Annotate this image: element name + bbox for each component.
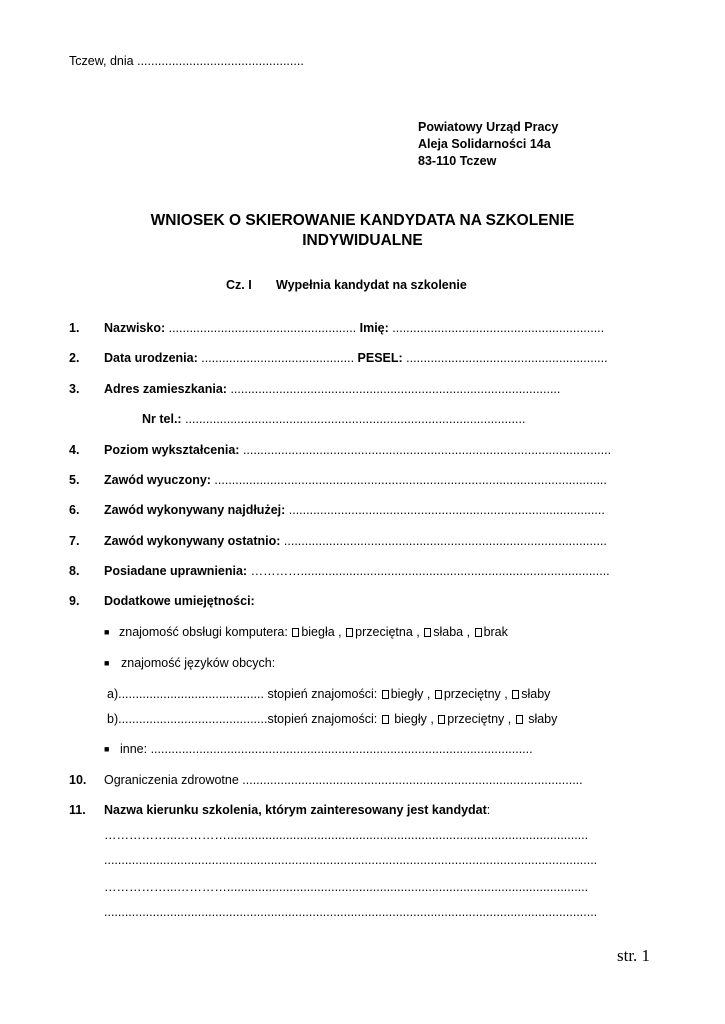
option-label: przeciętny , (447, 712, 512, 726)
languages-label: znajomość języków obcych: (121, 656, 276, 670)
name-dots: ............................................................. (388, 321, 605, 335)
checkbox-icon[interactable] (512, 690, 519, 699)
phone-field[interactable] (142, 412, 525, 426)
option-label: słaby (521, 687, 551, 701)
office-name: Powiatowy Urząd Pracy (418, 120, 559, 134)
course-line[interactable]: .............................................................................................................................................. (104, 853, 598, 867)
pesel-dots: .......................................................... (402, 351, 608, 365)
part-description: Wypełnia kandydat na szkolenie (276, 278, 467, 292)
place-date-line: Tczew, dnia ................................................ (69, 54, 304, 68)
surname-dots: ...................................................... (165, 321, 360, 335)
item-number: 5. (69, 473, 80, 487)
checkbox-icon[interactable] (435, 690, 442, 699)
phone-label: Nr tel.: (142, 412, 182, 426)
profession-field[interactable] (104, 473, 607, 487)
course-label-row (104, 803, 490, 817)
rights-label: Posiadane uprawnienia: (104, 564, 248, 578)
health-label: Ograniczenia zdrowotne (104, 773, 239, 787)
part-label: Cz. I (226, 278, 252, 292)
dob-dots: ............................................ (197, 351, 358, 365)
course-colon: : (486, 803, 491, 817)
option-label: słaba , (433, 625, 471, 639)
surname-label: Nazwisko: (104, 321, 166, 335)
profession-label: Zawód wyuczony: (104, 473, 211, 487)
language-a-prefix: a).......................................... stopień znajomości: (107, 687, 378, 701)
longest-job-dots: ........................................................................................... (285, 503, 605, 517)
item-number: 4. (69, 443, 80, 457)
checkbox-icon[interactable] (516, 715, 523, 724)
item-number: 11. (69, 803, 86, 817)
rights-field[interactable] (104, 564, 610, 578)
phone-dots: .................................................................................................. (181, 412, 526, 426)
course-label: Nazwa kierunku szkolenia, którym zainteresowany jest kandydat (104, 803, 487, 817)
health-dots: .................................................................................................. (238, 773, 583, 787)
page-number: str. 1 (617, 946, 651, 965)
form-title: WNIOSEK O SKIEROWANIE KANDYDATA NA SZKOLENIE (150, 212, 575, 229)
option-label: biegła , (301, 625, 342, 639)
office-city: 83-110 Tczew (418, 154, 497, 168)
checkbox-icon[interactable] (438, 715, 445, 724)
education-dots: .......................................................................................................... (239, 443, 612, 457)
item-number: 3. (69, 382, 80, 396)
option-label: biegły , (394, 712, 434, 726)
address-field[interactable] (104, 382, 560, 396)
item-number: 8. (69, 564, 80, 578)
option-label: słaby (528, 712, 558, 726)
surname-field[interactable] (104, 321, 604, 335)
dob-field[interactable] (104, 351, 608, 365)
office-street: Aleja Solidarności 14a (418, 137, 551, 151)
name-label: Imię: (359, 321, 389, 335)
form-title-line2: INDYWIDUALNE (302, 232, 423, 249)
item-number: 10. (69, 773, 87, 787)
dob-label: Data urodzenia: (104, 351, 198, 365)
education-label: Poziom wykształcenia: (104, 443, 240, 457)
bullet-icon: ■ (104, 658, 110, 668)
item-number: 6. (69, 503, 80, 517)
computer-skills-label: znajomość obsługi komputera: (119, 625, 288, 639)
course-line[interactable]: ……………...…………........................................................................................................ (104, 828, 589, 842)
checkbox-icon[interactable] (424, 628, 431, 637)
other-skills-field[interactable]: inne: .............................................................................................................. (120, 742, 533, 756)
health-field[interactable] (104, 773, 583, 787)
language-b-prefix: b)...........................................stopień znajomości: (107, 712, 378, 726)
checkbox-icon[interactable] (475, 628, 482, 637)
course-line[interactable]: ……………...…………........................................................................................................ (104, 880, 589, 894)
item-number: 1. (69, 321, 80, 335)
item-number: 9. (69, 594, 80, 608)
language-b-row[interactable] (107, 712, 557, 726)
rights-dots: …………......................................................................................... (247, 564, 610, 578)
option-label: brak (483, 625, 508, 639)
last-job-field[interactable] (104, 534, 607, 548)
computer-skills-row (119, 625, 508, 639)
checkbox-icon[interactable] (292, 628, 299, 637)
address-label: Adres zamieszkania: (104, 382, 227, 396)
profession-dots: ................................................................................................................. (210, 473, 607, 487)
longest-job-field[interactable] (104, 503, 605, 517)
checkbox-icon[interactable] (346, 628, 353, 637)
option-label: biegły , (390, 687, 431, 701)
item-number: 2. (69, 351, 80, 365)
option-label: przeciętna , (355, 625, 420, 639)
pesel-label: PESEL: (357, 351, 403, 365)
address-dots: ............................................................................................... (226, 382, 561, 396)
last-job-label: Zawód wykonywany ostatnio: (104, 534, 281, 548)
skills-label: Dodatkowe umiejętności: (104, 594, 255, 608)
bullet-icon: ■ (104, 627, 110, 637)
option-label: przeciętny , (443, 687, 508, 701)
checkbox-icon[interactable] (382, 690, 389, 699)
course-line[interactable]: .............................................................................................................................................. (104, 905, 598, 919)
longest-job-label: Zawód wykonywany najdłużej: (104, 503, 286, 517)
checkbox-icon[interactable] (382, 715, 389, 724)
item-number: 7. (69, 534, 80, 548)
education-field[interactable] (104, 443, 611, 457)
language-a-row[interactable] (107, 687, 550, 701)
last-job-dots: ............................................................................................. (280, 534, 607, 548)
bullet-icon: ■ (104, 744, 110, 754)
